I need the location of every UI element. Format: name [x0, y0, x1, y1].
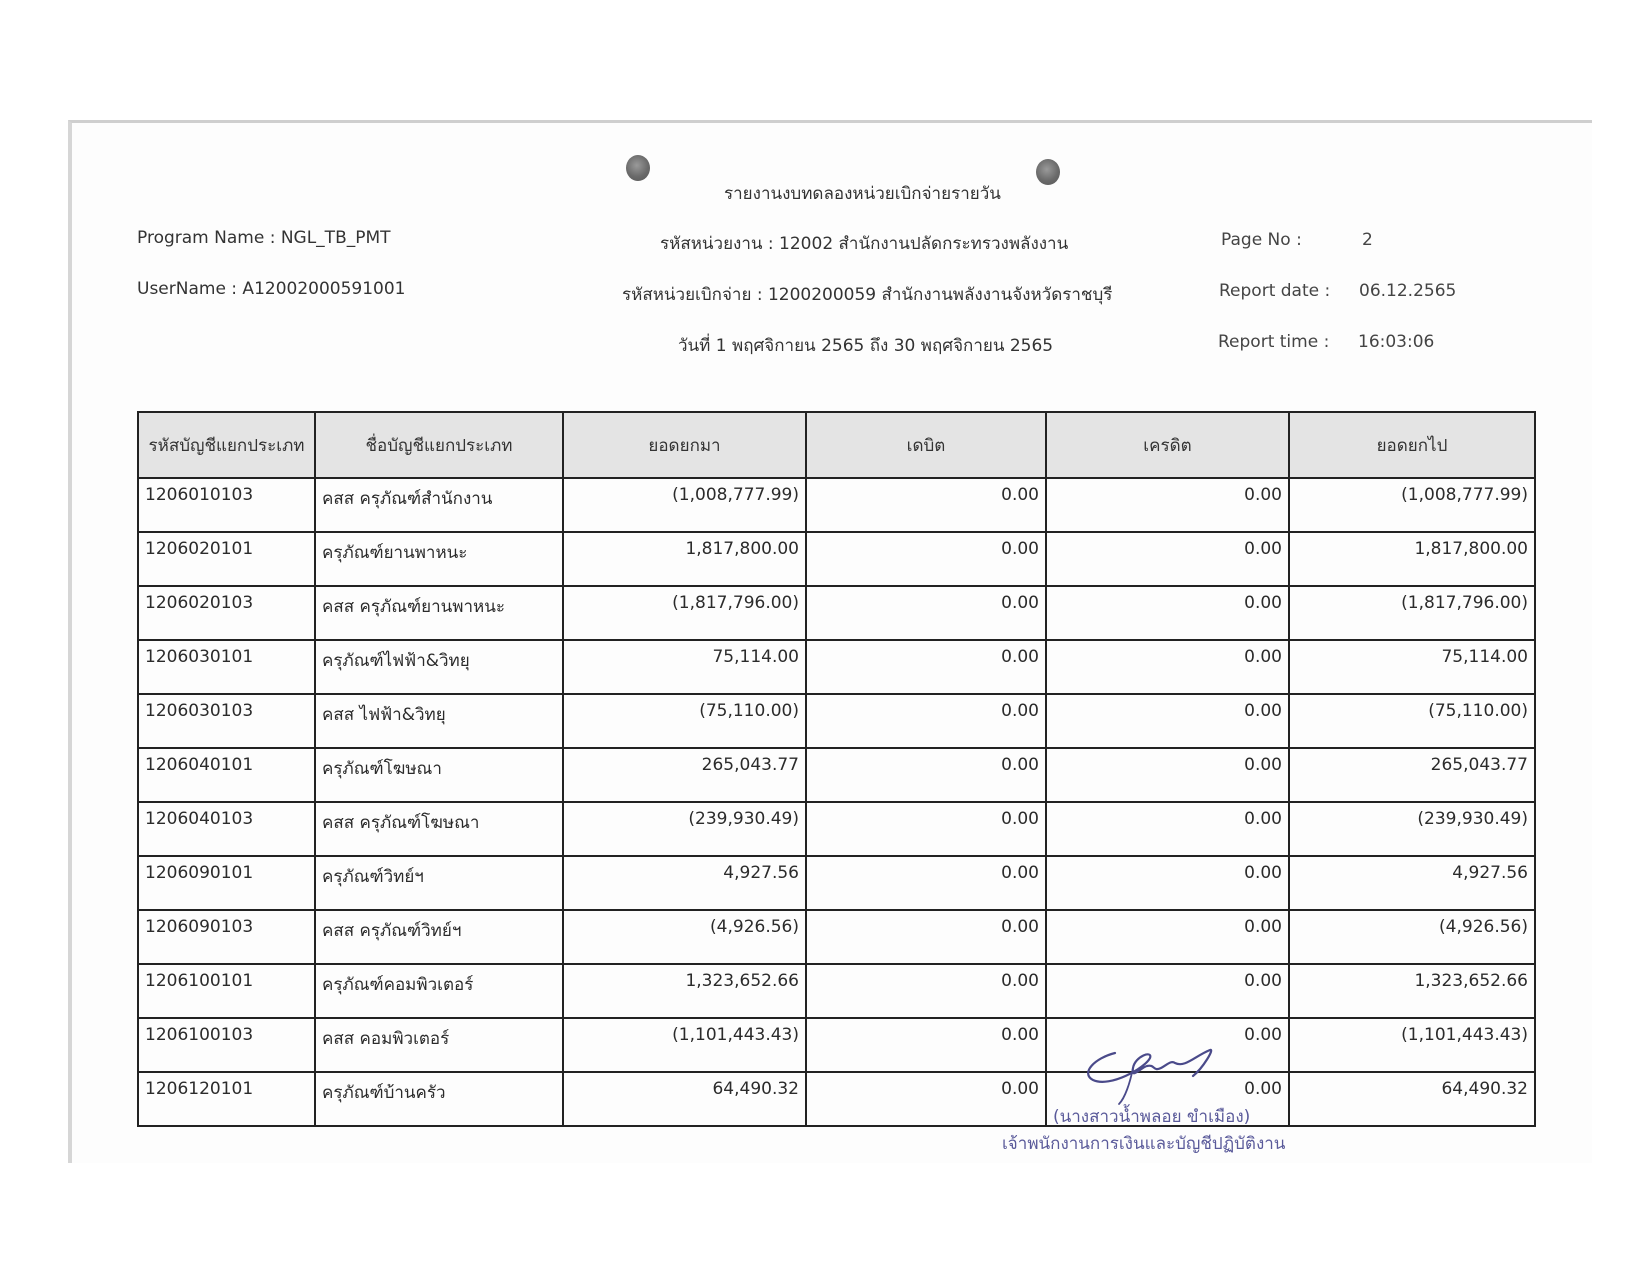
closing-balance-cell: (4,926.56) — [1289, 910, 1535, 964]
debit-cell: 0.00 — [806, 694, 1046, 748]
table-row — [138, 748, 1535, 802]
table-row — [138, 532, 1535, 586]
opening-balance-cell: (75,110.00) — [563, 694, 806, 748]
account-code-cell: 1206120101 — [138, 1072, 315, 1126]
table-row — [138, 586, 1535, 640]
handwritten-signature — [1075, 1038, 1275, 1108]
closing-balance-cell: 1,323,652.66 — [1289, 964, 1535, 1018]
signatory-name: (นางสาวน้ำพลอย ขำเมือง) — [1053, 1107, 1251, 1127]
opening-balance-cell: 4,927.56 — [563, 856, 806, 910]
debit-cell: 0.00 — [806, 478, 1046, 532]
debit-cell: 0.00 — [806, 640, 1046, 694]
account-name-cell: ครุภัณฑ์ไฟฟ้า&วิทยุ — [315, 640, 563, 694]
table-row — [138, 964, 1535, 1018]
col-header-credit: เครดิต — [1046, 412, 1289, 478]
debit-cell: 0.00 — [806, 1072, 1046, 1126]
punch-hole-right — [1036, 159, 1060, 185]
signatory-title: เจ้าพนักงานการเงินและบัญชีปฏิบัติงาน — [1002, 1134, 1286, 1154]
credit-cell: 0.00 — [1046, 1018, 1289, 1072]
closing-balance-cell: (1,817,796.00) — [1289, 586, 1535, 640]
col-header-closing-balance: ยอดยกไป — [1289, 412, 1535, 478]
date-range: วันที่ 1 พฤศจิกายน 2565 ถึง 30 พฤศจิกายน 2565 — [678, 336, 1054, 356]
closing-balance-cell: 265,043.77 — [1289, 748, 1535, 802]
debit-cell: 0.00 — [806, 748, 1046, 802]
table-row — [138, 694, 1535, 748]
username: UserName : A12002000591001 — [137, 279, 406, 299]
account-code-cell: 1206090101 — [138, 856, 315, 910]
opening-balance-cell: (1,817,796.00) — [563, 586, 806, 640]
col-header-opening-balance: ยอดยกมา — [563, 412, 806, 478]
agency-line: รหัสหน่วยงาน : 12002 สำนักงานปลัดกระทรวงพลังงาน — [660, 234, 1069, 254]
credit-cell: 0.00 — [1046, 748, 1289, 802]
account-name-cell: คสส ครุภัณฑ์สำนักงาน — [315, 478, 563, 532]
disbursing-unit-line: รหัสหน่วยเบิกจ่าย : 1200200059 สำนักงานพลังงานจังหวัดราชบุรี — [622, 285, 1113, 305]
credit-cell: 0.00 — [1046, 910, 1289, 964]
closing-balance-cell: (75,110.00) — [1289, 694, 1535, 748]
opening-balance-cell: (1,101,443.43) — [563, 1018, 806, 1072]
closing-balance-cell: (1,101,443.43) — [1289, 1018, 1535, 1072]
debit-cell: 0.00 — [806, 586, 1046, 640]
report-time-label: Report time : — [1218, 332, 1330, 352]
credit-cell: 0.00 — [1046, 1072, 1289, 1126]
page-no-label: Page No : — [1221, 230, 1302, 250]
page-no-value: 2 — [1362, 230, 1373, 250]
punch-hole-left — [626, 155, 650, 181]
account-code-cell: 1206040101 — [138, 748, 315, 802]
opening-balance-cell: 75,114.00 — [563, 640, 806, 694]
table-row — [138, 910, 1535, 964]
credit-cell: 0.00 — [1046, 694, 1289, 748]
closing-balance-cell: 75,114.00 — [1289, 640, 1535, 694]
account-code-cell: 1206020103 — [138, 586, 315, 640]
table-row — [138, 640, 1535, 694]
closing-balance-cell: 1,817,800.00 — [1289, 532, 1535, 586]
debit-cell: 0.00 — [806, 856, 1046, 910]
debit-cell: 0.00 — [806, 532, 1046, 586]
table-row — [138, 1018, 1535, 1072]
account-code-cell: 1206030103 — [138, 694, 315, 748]
credit-cell: 0.00 — [1046, 964, 1289, 1018]
account-name-cell: คสส ครุภัณฑ์วิทย์ฯ — [315, 910, 563, 964]
credit-cell: 0.00 — [1046, 802, 1289, 856]
credit-cell: 0.00 — [1046, 478, 1289, 532]
col-header-debit: เดบิต — [806, 412, 1046, 478]
credit-cell: 0.00 — [1046, 856, 1289, 910]
table-row — [138, 478, 1535, 532]
report-date-value: 06.12.2565 — [1359, 281, 1457, 301]
debit-cell: 0.00 — [806, 910, 1046, 964]
account-code-cell: 1206090103 — [138, 910, 315, 964]
report-date-label: Report date : — [1219, 281, 1331, 301]
report-time-value: 16:03:06 — [1358, 332, 1435, 352]
account-code-cell: 1206100101 — [138, 964, 315, 1018]
account-code-cell: 1206030101 — [138, 640, 315, 694]
program-name: Program Name : NGL_TB_PMT — [137, 228, 391, 248]
opening-balance-cell: (4,926.56) — [563, 910, 806, 964]
credit-cell: 0.00 — [1046, 640, 1289, 694]
opening-balance-cell: 1,817,800.00 — [563, 532, 806, 586]
report-title: รายงานงบทดลองหน่วยเบิกจ่ายรายวัน — [724, 184, 1001, 204]
account-code-cell: 1206010103 — [138, 478, 315, 532]
account-name-cell: ครุภัณฑ์คอมพิวเตอร์ — [315, 964, 563, 1018]
opening-balance-cell: 1,323,652.66 — [563, 964, 806, 1018]
debit-cell: 0.00 — [806, 964, 1046, 1018]
opening-balance-cell: 64,490.32 — [563, 1072, 806, 1126]
account-name-cell: คสส ครุภัณฑ์โฆษณา — [315, 802, 563, 856]
table-row — [138, 856, 1535, 910]
account-code-cell: 1206040103 — [138, 802, 315, 856]
col-header-account-code: รหัสบัญชีแยกประเภท — [138, 412, 315, 478]
opening-balance-cell: (1,008,777.99) — [563, 478, 806, 532]
account-name-cell: คสส คอมพิวเตอร์ — [315, 1018, 563, 1072]
account-code-cell: 1206020101 — [138, 532, 315, 586]
table-row — [138, 1072, 1535, 1126]
credit-cell: 0.00 — [1046, 532, 1289, 586]
closing-balance-cell: 4,927.56 — [1289, 856, 1535, 910]
debit-cell: 0.00 — [806, 1018, 1046, 1072]
closing-balance-cell: (239,930.49) — [1289, 802, 1535, 856]
account-name-cell: คสส ครุภัณฑ์ยานพาหนะ — [315, 586, 563, 640]
credit-cell: 0.00 — [1046, 586, 1289, 640]
closing-balance-cell: 64,490.32 — [1289, 1072, 1535, 1126]
table-header-row — [138, 412, 1535, 478]
account-name-cell: ครุภัณฑ์วิทย์ฯ — [315, 856, 563, 910]
debit-cell: 0.00 — [806, 802, 1046, 856]
account-name-cell: ครุภัณฑ์บ้านครัว — [315, 1072, 563, 1126]
account-name-cell: คสส ไฟฟ้า&วิทยุ — [315, 694, 563, 748]
opening-balance-cell: (239,930.49) — [563, 802, 806, 856]
trial-balance-table — [137, 411, 1536, 1127]
account-name-cell: ครุภัณฑ์โฆษณา — [315, 748, 563, 802]
closing-balance-cell: (1,008,777.99) — [1289, 478, 1535, 532]
table-row — [138, 802, 1535, 856]
account-code-cell: 1206100103 — [138, 1018, 315, 1072]
opening-balance-cell: 265,043.77 — [563, 748, 806, 802]
col-header-account-name: ชื่อบัญชีแยกประเภท — [315, 412, 563, 478]
account-name-cell: ครุภัณฑ์ยานพาหนะ — [315, 532, 563, 586]
